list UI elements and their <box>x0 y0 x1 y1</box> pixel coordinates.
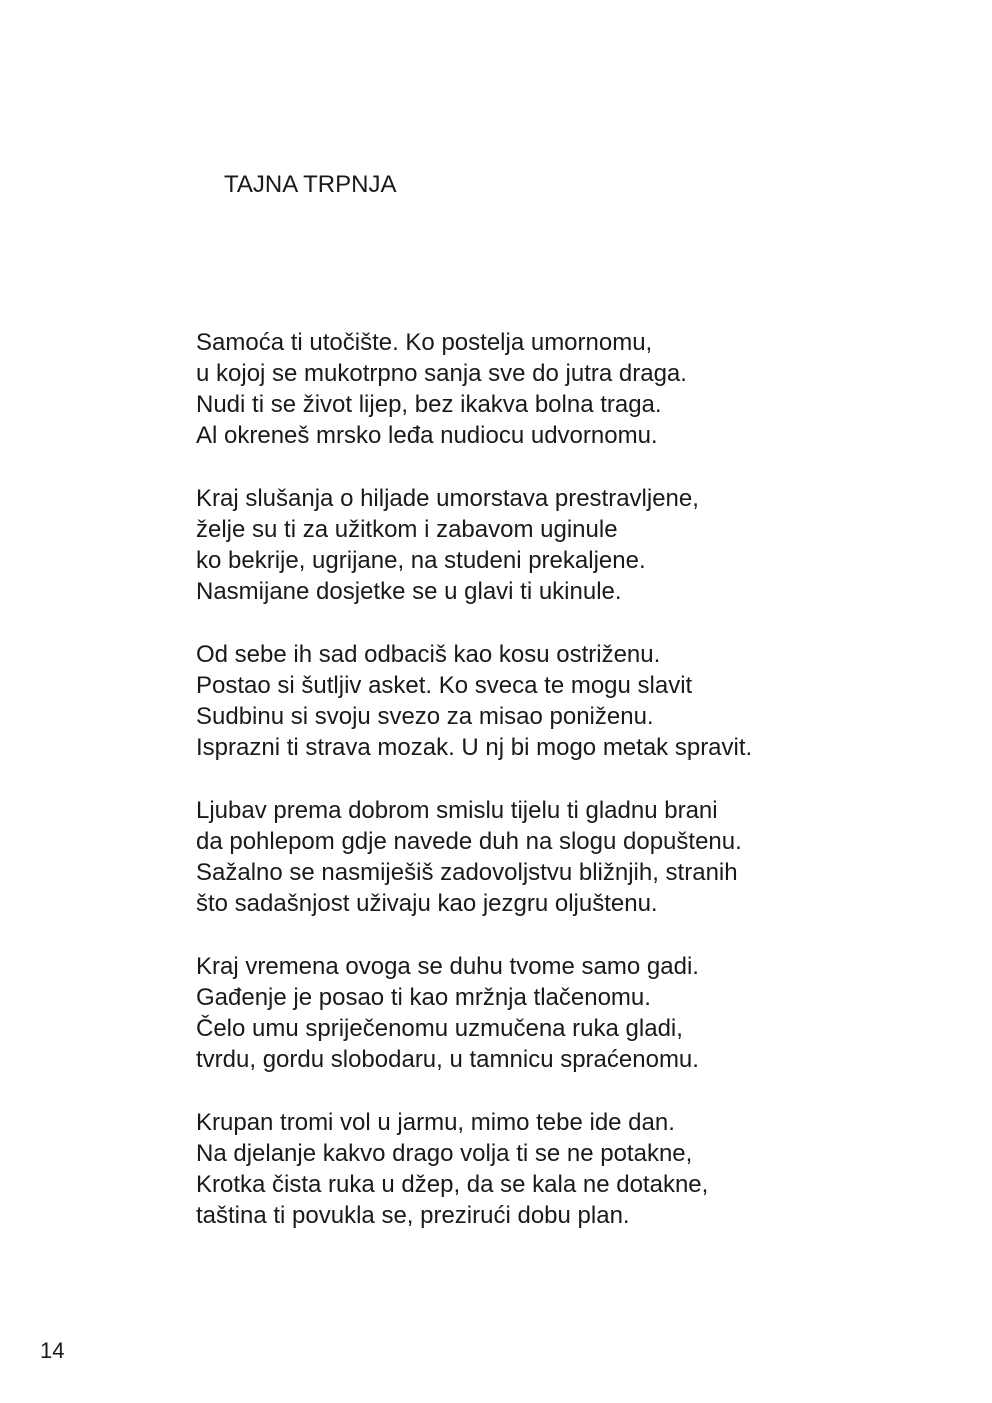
poem-line: Sudbinu si svoju svezo za misao poniženu. <box>196 703 654 730</box>
stanza <box>196 639 956 763</box>
poem-line: Nudi ti se život lijep, bez ikakva bolna traga. <box>196 391 662 418</box>
poem-line: želje su ti za užitkom i zabavom uginule <box>196 516 618 543</box>
poem-line: Isprazni ti strava mozak. U nj bi mogo metak spravit. <box>196 734 753 761</box>
poem-line: Krupan tromi vol u jarmu, mimo tebe ide dan. <box>196 1109 675 1136</box>
poem-line: Krotka čista ruka u džep, da se kala ne dotakne, <box>196 1171 709 1198</box>
stanza <box>196 327 956 451</box>
poem-line: ko bekrije, ugrijane, na studeni prekaljene. <box>196 547 646 574</box>
stanza <box>196 1107 956 1231</box>
poem-line: Od sebe ih sad odbaciš kao kosu ostriženu. <box>196 641 661 668</box>
poem-line: tvrdu, gordu slobodaru, u tamnicu spraćenomu. <box>196 1046 699 1073</box>
poem-line: Al okreneš mrsko leđa nudiocu udvornomu. <box>196 422 658 449</box>
poem-line: Samoća ti utočište. Ko postelja umornomu, <box>196 329 653 356</box>
poem-line: taština ti povukla se, prezirući dobu plan. <box>196 1202 630 1229</box>
poem-line: Čelo umu spriječenomu uzmučena ruka gladi, <box>196 1015 683 1042</box>
poem-line: Sažalno se nasmiješiš zadovoljstvu bližnjih, stranih <box>196 859 738 886</box>
stanza <box>196 795 956 919</box>
poem-body <box>196 327 956 1231</box>
poem-line: Na djelanje kakvo drago volja ti se ne potakne, <box>196 1140 693 1167</box>
poem-title: TAJNA TRPNJA <box>224 171 397 198</box>
stanza <box>196 951 956 1075</box>
poem-line: u kojoj se mukotrpno sanja sve do jutra draga. <box>196 360 687 387</box>
poem-line: Gađenje je posao ti kao mržnja tlačenomu. <box>196 984 651 1011</box>
poem-line: Kraj vremena ovoga se duhu tvome samo gadi. <box>196 953 699 980</box>
stanza <box>196 483 956 607</box>
poem-line: Postao si šutljiv asket. Ko sveca te mogu slavit <box>196 672 693 699</box>
poem-line: Kraj slušanja o hiljade umorstava prestravljene, <box>196 485 699 512</box>
poem-line: što sadašnjost uživaju kao jezgru oljuštenu. <box>196 890 658 917</box>
page-number: 14 <box>40 1338 65 1363</box>
poem-line: Ljubav prema dobrom smislu tijelu ti gladnu brani <box>196 797 718 824</box>
poem-line: da pohlepom gdje navede duh na slogu dopuštenu. <box>196 828 742 855</box>
poem-line: Nasmijane dosjetke se u glavi ti ukinule. <box>196 578 622 605</box>
